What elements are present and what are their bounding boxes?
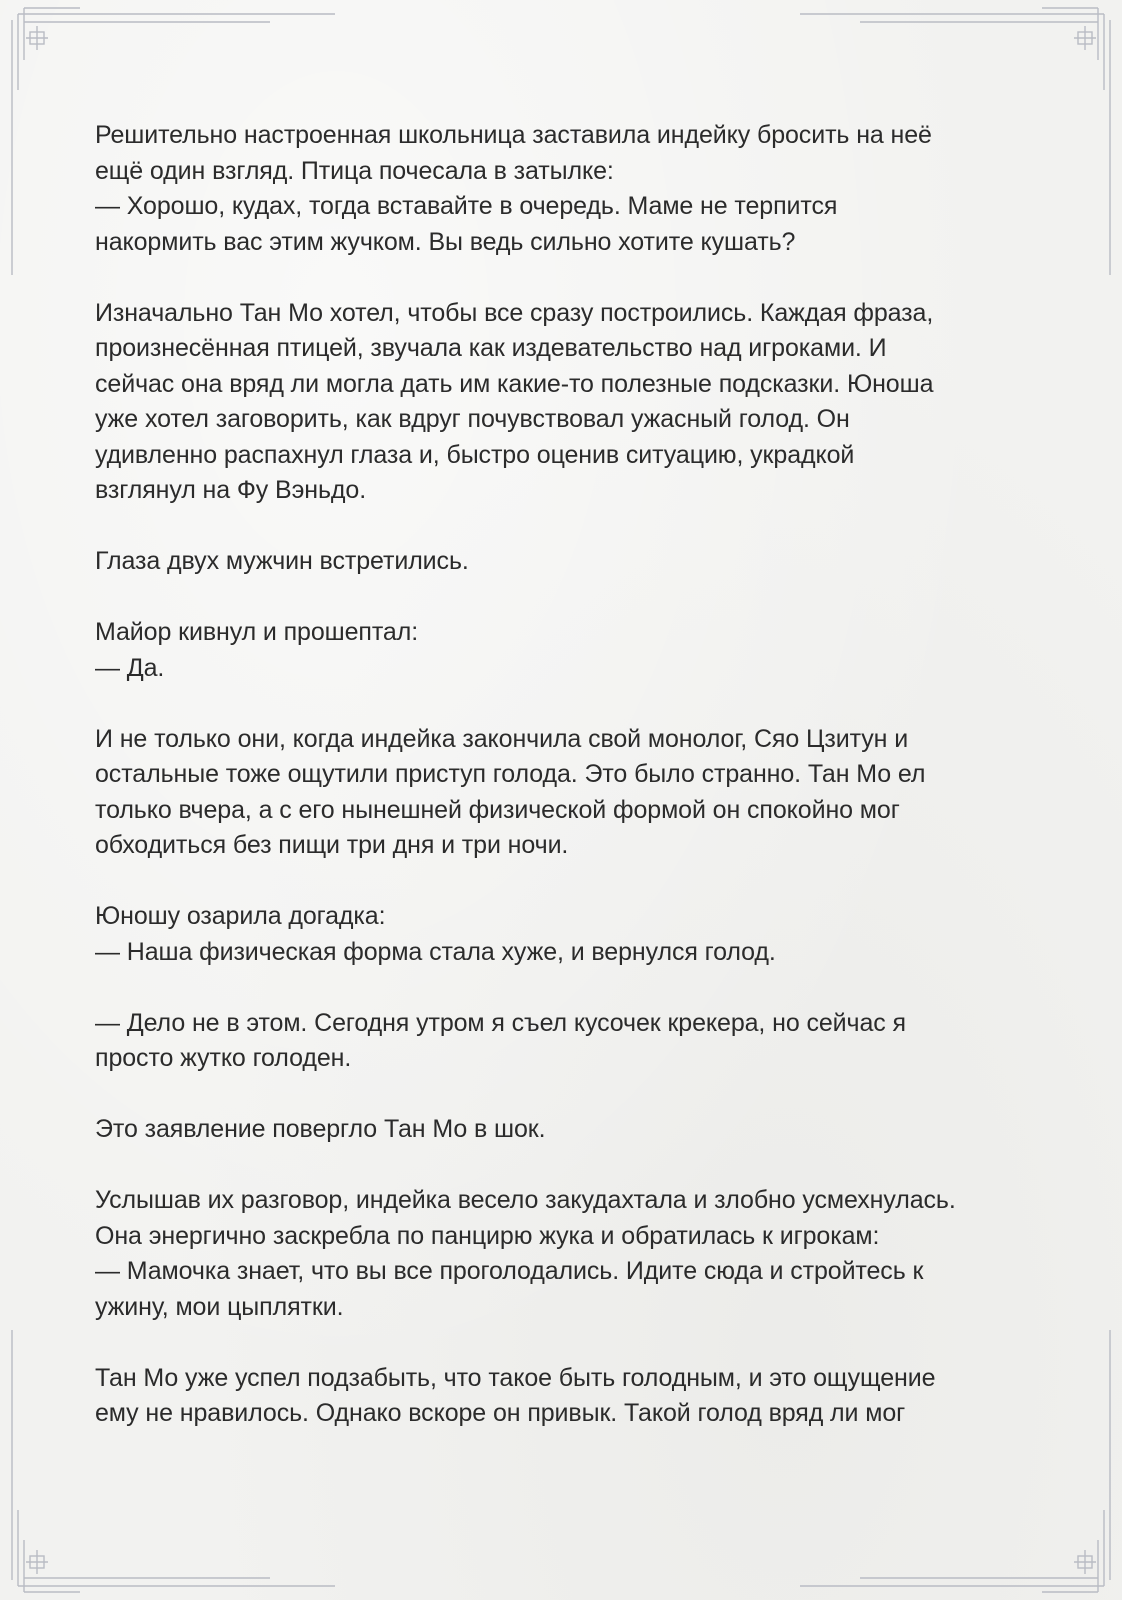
text-line: взглянул на Фу Вэньдо. bbox=[95, 476, 367, 504]
paragraph bbox=[95, 1112, 1035, 1148]
paragraph bbox=[95, 722, 1035, 864]
text-line: просто жутко голоден. bbox=[95, 1044, 352, 1072]
text-line: Это заявление повергло Тан Мо в шок. bbox=[95, 1115, 546, 1143]
text-line: — Дело не в этом. Сегодня утром я съел кусочек крекера, но сейчас я bbox=[95, 1008, 906, 1037]
text-line: накормить вас этим жучком. Вы ведь сильно хотите кушать? bbox=[95, 227, 796, 256]
text-line: — Да. bbox=[95, 653, 165, 682]
text-line: обходиться без пищи три дня и три ночи. bbox=[95, 831, 569, 859]
text-line: Юношу озарила догадка: bbox=[95, 902, 386, 930]
text-line: — Мамочка знает, что вы все проголодались. Идите сюда и стройтесь к bbox=[95, 1257, 924, 1285]
text-line: уже хотел заговорить, как вдруг почувствовал ужасный голод. Он bbox=[95, 405, 850, 433]
text-line: только вчера, а с его нынешней физической формой он спокойно мог bbox=[95, 795, 900, 824]
text-line: Глаза двух мужчин встретились. bbox=[95, 547, 469, 575]
text-line: И не только они, когда индейка закончила свой монолог, Сяо Цзитун и bbox=[95, 724, 909, 753]
text-line: Решительно настроенная школьница заставила индейку бросить на неё bbox=[95, 121, 932, 149]
paragraph bbox=[95, 615, 1035, 686]
text-line: ужину, мои цыплятки. bbox=[95, 1292, 344, 1321]
paragraph bbox=[95, 899, 1035, 970]
paragraph bbox=[95, 1183, 1035, 1325]
text-line: Услышав их разговор, индейка весело закудахтала и злобно усмехнулась. bbox=[95, 1186, 956, 1214]
text-line: ещё один взгляд. Птица почесала в затылке: bbox=[95, 156, 614, 185]
text-line: Тан Мо уже успел подзабыть, что такое быть голодным, и это ощущение bbox=[95, 1363, 936, 1392]
text-line: — Хорошо, кудах, тогда вставайте в очередь. Маме не терпится bbox=[95, 192, 838, 220]
text-line: сейчас она вряд ли могла дать им какие-то полезные подсказки. Юноша bbox=[95, 369, 934, 398]
paragraph bbox=[95, 296, 1035, 509]
text-line: удивленно распахнул глаза и, быстро оценив ситуацию, украдкой bbox=[95, 440, 855, 469]
paragraph bbox=[95, 544, 1035, 580]
text-line: Она энергично заскребла по панцирю жука и обратилась к игрокам: bbox=[95, 1221, 880, 1250]
paragraph bbox=[95, 1006, 1035, 1077]
text-line: остальные тоже ощутили приступ голода. Это было странно. Тан Мо ел bbox=[95, 760, 926, 788]
paragraph bbox=[95, 118, 1035, 260]
text-line: произнесённая птицей, звучала как издевательство над игроками. И bbox=[95, 334, 887, 362]
document-text bbox=[95, 118, 1035, 1467]
text-line: Изначально Тан Мо хотел, чтобы все сразу построились. Каждая фраза, bbox=[95, 298, 934, 327]
text-line: Майор кивнул и прошептал: bbox=[95, 618, 419, 646]
text-line: — Наша физическая форма стала хуже, и вернулся голод. bbox=[95, 937, 776, 966]
text-line: ему не нравилось. Однако вскоре он привык. Такой голод вряд ли мог bbox=[95, 1399, 906, 1427]
paragraph bbox=[95, 1361, 1035, 1432]
